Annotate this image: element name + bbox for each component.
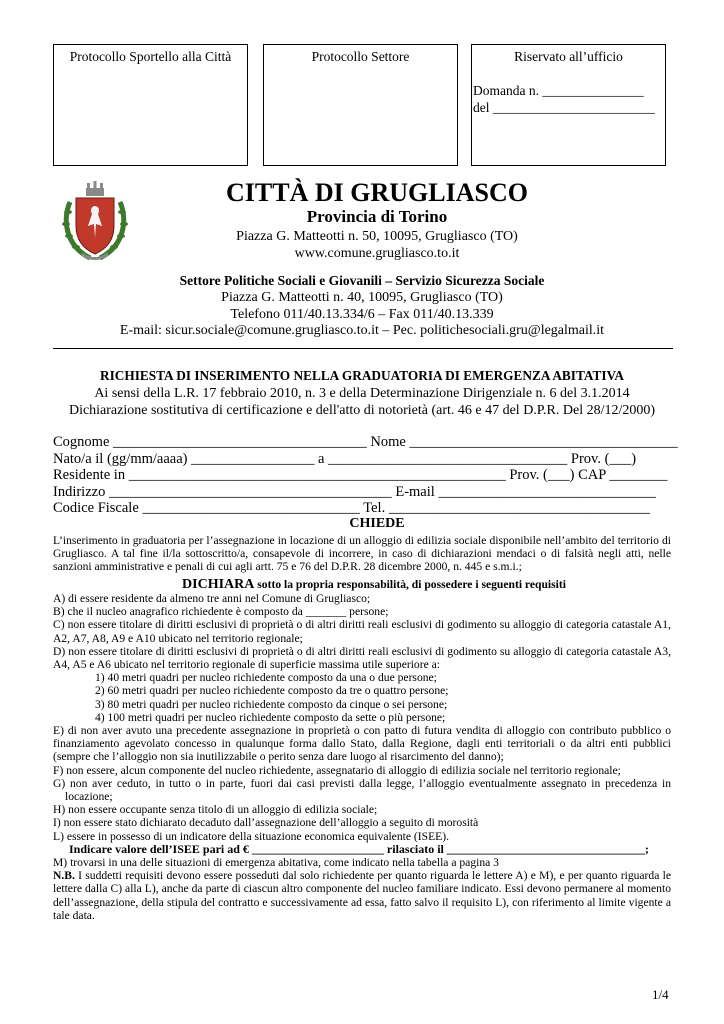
requirement-e: E) di non aver avuto una precedente assegnazione in proprietà o con patto di futura vendita di alloggio con contributo pubblico o finanziamento agevolato concesso in qualunque forma dallo Stato, dalla Regione, dagli enti territoriali o da altri enti pubblici (sempre che l’alloggio non sia inutilizzabile o perito senza dare luogo al risarcimento del danno); [53,724,671,764]
department-name: Settore Politiche Sociali e Giovanili – Servizio Sicurezza Sociale [179,273,545,288]
box-title: Riservato all’ufficio [514,49,623,64]
requirement-d: D) non essere titolare di diritti esclusivi di proprietà o di altri diritti reali esclusivi di godimento su alloggio di categoria catastale A3, A4, A5 e A6 ubicato nel territorio regionale di superficie massima utile superiore a: [53,644,671,672]
requirement-d2: 2) 60 metri quadri per nucleo richiedente composto da tre o quattro persone; [95,684,449,698]
page-number: 1/4 [652,987,669,1002]
chiede-heading: CHIEDE [349,516,405,531]
box-title: Protocollo Settore [311,49,410,64]
birth-field[interactable]: Nato/a il (gg/mm/aaaa) _________________ a _________________________________ Prov. (___) [53,451,637,467]
province-title: Provincia di Torino [306,207,448,226]
city-title: CITTÀ DI GRUGLIASCO [226,178,528,207]
form-declaration: Dichiarazione sostitutiva di certificazione e dell'atto di notorietà (art. 46 e 47 del D.P.R. Del 28/12/2000) [68,403,656,418]
address-email-field[interactable]: Indirizzo _______________________________________ E-mail ______________________________ [53,484,656,500]
requirement-a: A) di essere residente da almeno tre anni nel Comune di Grugliasco; [53,592,371,605]
requirement-l: L) essere in possesso di un indicatore della situazione economica equivalente (ISEE). [53,829,449,843]
box-title: Protocollo Sportello alla Città [69,49,232,64]
requirement-d3: 3) 80 metri quadri per nucleo richiedente composto da cinque o sei persone; [95,697,448,711]
department-address: Piazza G. Matteotti n. 40, 10095, Grugliasco (TO) [221,290,503,305]
box-protocollo-sportello [53,44,248,166]
requirement-i: I) non essere stato dichiarato decaduto dall’assegnazione dell’alloggio a seguito di morosità [53,816,479,830]
dichiara-title: DICHIARA [182,577,255,592]
dichiara-heading [0,575,724,593]
city-website: www.comune.grugliasco.to.it [294,246,460,261]
del-field: del ________________________ [473,100,655,115]
department-email: E-mail: sicur.sociale@comune.grugliasco.to.it – Pec. politichesociali.gru@legalmail.it [119,323,605,338]
nota-bene [53,869,671,922]
requirement-c: C) non essere titolare di diritti esclusivi di proprietà o di altri diritti reali esclusivi di godimento su alloggio di categoria catastale A1, A2, A7, A8, A9 e A10 ubicato nel territorio regionale; [53,618,671,645]
nota-bene-label: N.B. [53,869,75,883]
requirement-b: B) che il nucleo anagrafico richiedente è composto da _______ persone; [53,605,389,619]
requirement-g: G) non aver ceduto, in tutto o in parte, fuori dai casi previsti dalla legge, l’alloggio eventualmente assegnato in precedenza in locazione; [53,776,671,804]
domanda-field: Domanda n. _______________ [473,83,644,98]
city-address: Piazza G. Matteotti n. 50, 10095, Grugliasco (TO) [236,229,518,244]
requirement-d4: 4) 100 metri quadri per nucleo richiedente composto da sette o più persone; [95,710,446,724]
residence-field[interactable]: Residente in ____________________________________________________ Prov. (___) CAP ________ [53,467,668,483]
requirement-f: F) non essere, alcun componente del nucleo richiedente, assegnatario di alloggio di edilizia sociale nel territorio regionale; [53,763,621,777]
isee-field[interactable]: Indicare valore dell’ISEE pari ad € ______________________ rilasciato il _________________________________; [69,841,649,856]
fiscal-code-phone-field[interactable]: Codice Fiscale ______________________________ Tel. ____________________________________ [53,500,650,516]
box-riservato-ufficio [471,44,666,166]
form-law-reference: Ai sensi della L.R. 17 febbraio 2010, n. 3 e della Determinazione Dirigenziale n. 6 del 3.1.2014 [94,386,630,401]
box-protocollo-settore [263,44,458,166]
dichiara-subtitle: sotto la propria responsabilità, di possedere i seguenti requisiti [254,578,566,591]
requirement-h: H) non essere occupante senza titolo di un alloggio di edilizia sociale; [53,803,378,817]
chiede-paragraph: L’inserimento in graduatoria per l’assegnazione in locazione di un alloggio di edilizia sociale disponibile nell’ambito del territorio di Grugliasco. A tal fine il/la sottoscritto/a, consapevole di incorrere, in caso di dichiarazioni mendaci o di falsità negli atti, nelle sanzioni amministrative e penali di cui agli artt. 75 e 76 del D.P.R. 28 dicembre 2000, n. 445 e s.m.i.; [53,534,671,574]
form-title: RICHIESTA DI INSERIMENTO NELLA GRADUATORIA DI EMERGENZA ABITATIVA [100,368,624,383]
requirements-list [53,592,671,922]
nota-bene-text: I suddetti requisiti devono essere posseduti dal solo richiedente per quanto riguarda le lettere A) e M), e per quanto riguarda le lettere dalla C) alla L), anche da parte di ciascun altro componente del nucleo familiare indicato. Essi devono permanere al momento dell’assegnazione, della stipula del contratto e successivamente ad essa, fatto salvo il requisito L), con riferimento al limite vigente a tale data. [53,869,671,922]
divider [53,348,673,349]
requirement-m: M) trovarsi in una delle situazioni di emergenza abitativa, come indicato nella tabella a pagina 3 [53,856,499,870]
department-phone: Telefono 011/40.13.334/6 – Fax 011/40.13.339 [230,307,494,322]
chiede-text [53,534,671,574]
requirement-d1: 1) 40 metri quadri per nucleo richiedente composto da una o due persone; [95,671,437,685]
surname-name-field[interactable]: Cognome ___________________________________ Nome _____________________________________ [53,434,678,450]
